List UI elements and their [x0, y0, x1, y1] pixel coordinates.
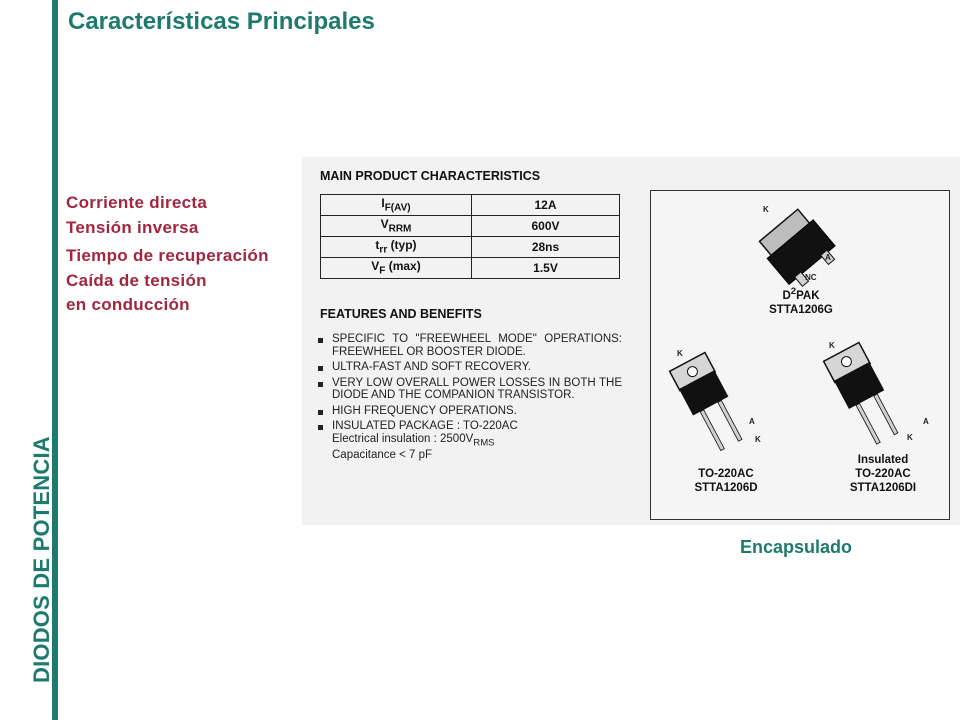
insulated-to220-label: Insulated TO-220AC STTA1206DI: [849, 454, 917, 494]
pin-label: K: [755, 435, 761, 444]
parameter-voltage-drop-cont: en conducción: [66, 295, 190, 314]
table-cell-symbol: $t_{rr}$ (typ): [321, 237, 472, 258]
characteristics-table: [320, 194, 620, 279]
pin-label: NC: [805, 273, 817, 282]
bullet-icon: [318, 410, 323, 415]
table-cell-value: 1.5V: [472, 258, 620, 279]
features-list: [316, 333, 622, 465]
bullet-icon: [318, 425, 323, 430]
features-heading: FEATURES AND BENEFITS: [320, 307, 482, 321]
table-row: [321, 216, 620, 237]
pin-label: K: [907, 433, 913, 442]
side-title: DIODOS DE POTENCIA: [29, 436, 54, 683]
pin-label: A: [923, 417, 929, 426]
table-cell-symbol: $V_{RRM}$: [321, 216, 472, 237]
pin-label: K: [677, 349, 683, 358]
list-item: VERY LOW OVERALL POWER LOSSES IN BOTH THE DIODE AND THE COMPANION TRANSISTOR.: [316, 377, 622, 402]
table-cell-value: 12A: [472, 195, 620, 216]
packages-caption: Encapsulado: [740, 537, 853, 557]
page-title: Características Principales: [68, 8, 375, 35]
characteristics-heading: MAIN PRODUCT CHARACTERISTICS: [320, 169, 541, 183]
pin-label: A: [825, 253, 831, 262]
parameter-voltage-drop: Caída de tensión: [66, 271, 207, 290]
table-cell-value: 28ns: [472, 237, 620, 258]
d2pak-package-icon: [741, 201, 851, 291]
bullet-icon: [318, 366, 323, 371]
table-row: [321, 258, 620, 279]
capacitance-note: Capacitance < 7 pF: [332, 449, 433, 462]
table-row: [321, 195, 620, 216]
list-item: HIGH FREQUENCY OPERATIONS.: [316, 405, 622, 418]
table-cell-value: 600V: [472, 216, 620, 237]
list-item: INSULATED PACKAGE : TO-220AC Electrical insulation : $2500V_{RMS}$ Capacitance < 7 pF: [316, 420, 622, 462]
datasheet-image: [302, 157, 960, 525]
pin-label: K: [763, 205, 769, 214]
list-item: ULTRA-FAST AND SOFT RECOVERY.: [316, 361, 622, 374]
packages-panel: [650, 190, 950, 520]
insulation-note: Electrical insulation : $2500V_{RMS}$: [332, 432, 495, 448]
list-item: SPECIFIC TO "FREEWHEEL MODE" OPERATIONS: FREEWHEEL OR BOOSTER DIODE.: [316, 333, 622, 358]
table-cell-symbol: $V_F$ (max): [321, 258, 472, 279]
parameter-forward-current: Corriente directa: [66, 193, 208, 212]
pin-label: A: [749, 417, 755, 426]
parameter-reverse-voltage: Tensión inversa: [66, 218, 199, 237]
bullet-icon: [318, 382, 323, 387]
parameter-recovery-time: Tiempo de recuperación: [66, 246, 269, 265]
d2pak-label: $D^2PAK$ STTA1206G: [769, 286, 833, 316]
bullet-icon: [318, 338, 323, 343]
pin-label: K: [829, 341, 835, 350]
table-row: [321, 237, 620, 258]
table-cell-symbol: $I_{F(AV)}$: [321, 195, 472, 216]
to220-label: TO-220AC STTA1206D: [694, 468, 758, 494]
